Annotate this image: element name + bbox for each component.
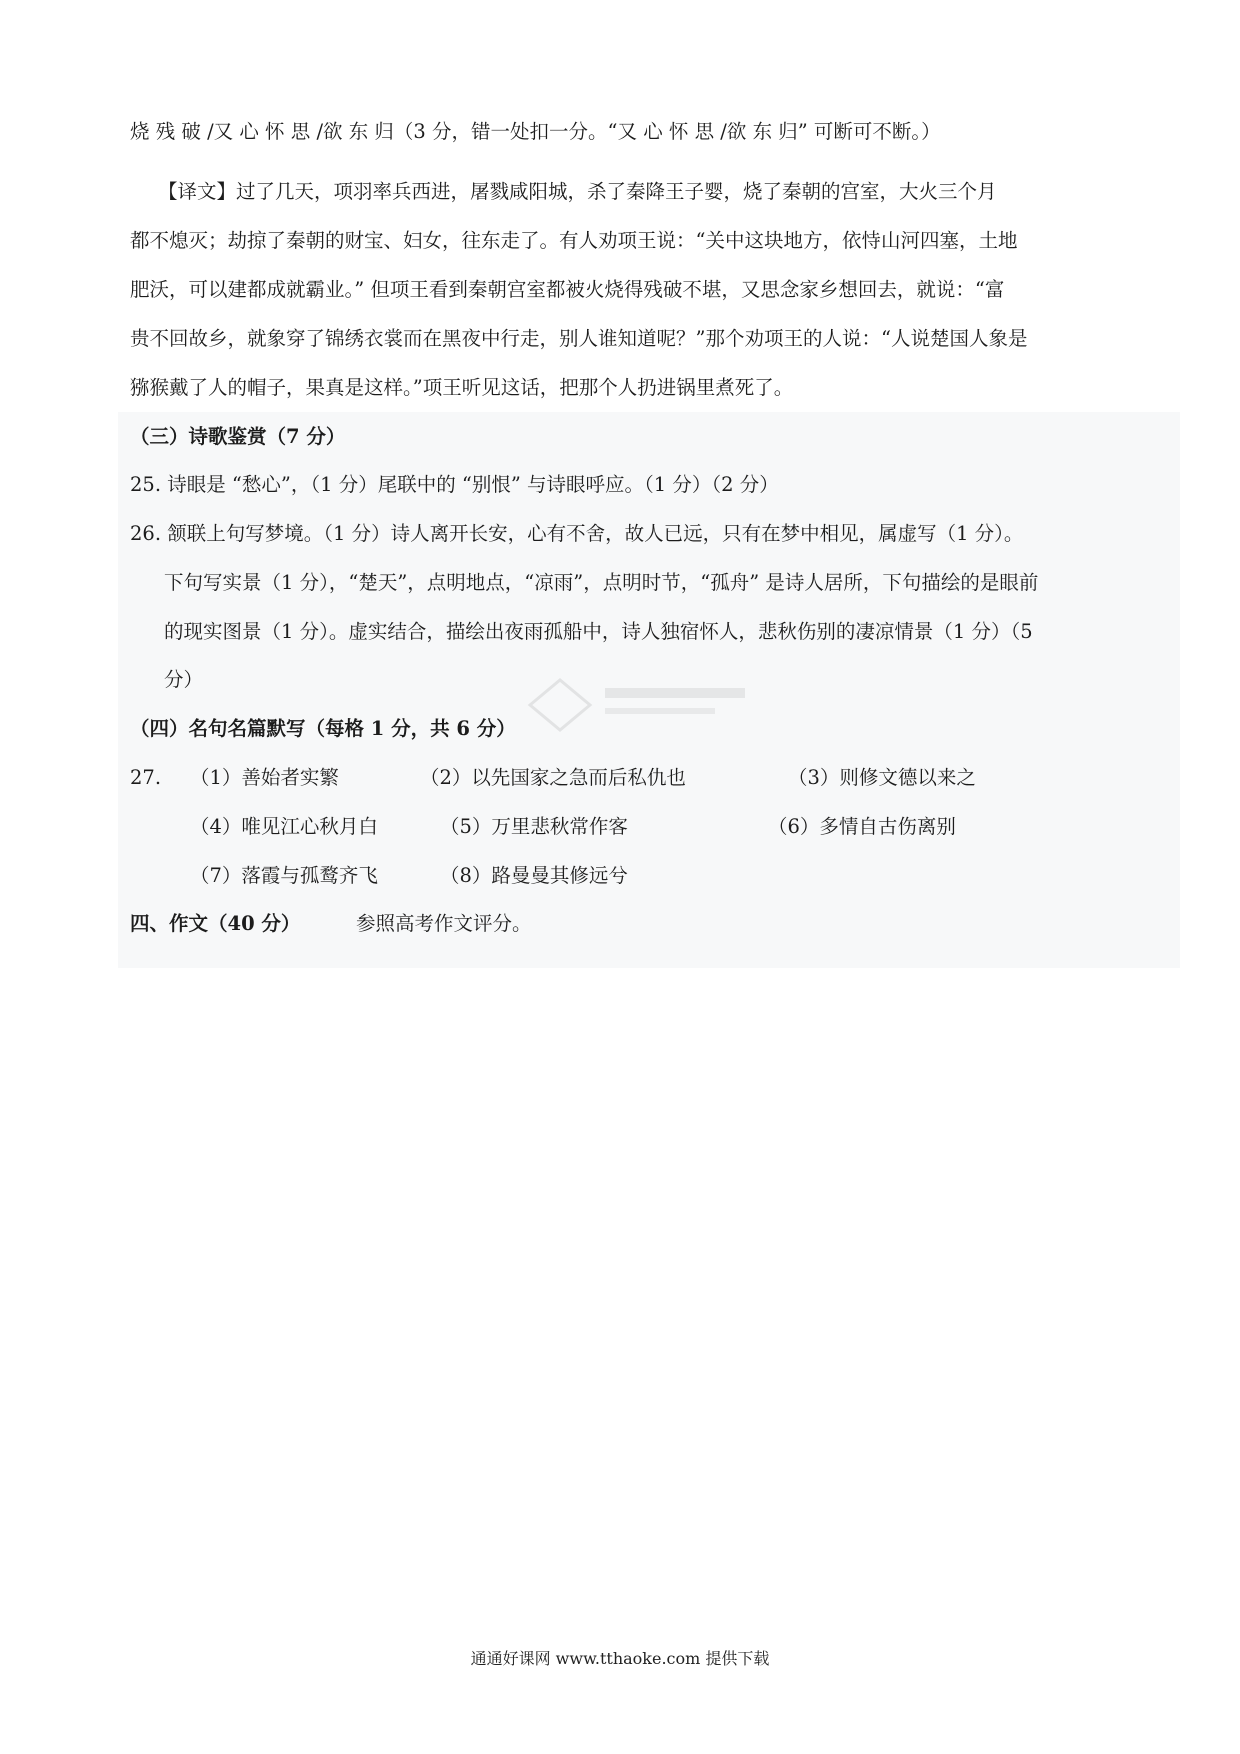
translation-line-2: 都不熄灭；劫掠了秦朝的财宝、妇女，往东走了。有人劝项王说：“关中这块地方，依恃山河四塞，土地 (130, 229, 1018, 252)
translation-line-4: 贵不回故乡，就象穿了锦绣衣裳而在黑夜中行走，别人谁知道呢？”那个劝项王的人说：“人说楚国人象是 (130, 327, 1028, 350)
question-26-line-4: 分） (164, 668, 204, 691)
answer-1: （1）善始者实繁 (190, 766, 339, 789)
section-recitation-heading: （四）名句名篇默写（每格 1 分，共 6 分） (130, 717, 516, 740)
answer-3: （3）则修文德以来之 (788, 766, 976, 789)
answer-4: （4）唯见江心秋月白 (190, 815, 378, 838)
answer-7: （7）落霞与孤鹜齐飞 (190, 864, 378, 887)
answer-5: （5）万里悲秋常作客 (440, 815, 628, 838)
question-27-number: 27. (130, 766, 162, 789)
punctuation-answer: 烧 残 破 /又 心 怀 思 /欲 东 归（3 分，错一处扣一分。“又 心 怀 思 /欲 东 归” 可断可不断。） (130, 120, 941, 143)
page-footer: 通通好课网 www.tthaoke.com 提供下载 (470, 1649, 770, 1668)
section-poetry-heading: （三）诗歌鉴赏（7 分） (130, 425, 346, 448)
essay-scoring-note: 参照高考作文评分。 (356, 912, 532, 935)
translation-line-5: 猕猴戴了人的帽子，果真是这样。”项王听见这话，把那个人扔进锅里煮死了。 (130, 376, 794, 399)
translation-line-3: 肥沃，可以建都成就霸业。” 但项王看到秦朝宫室都被火烧得残破不堪，又思念家乡想回去，就说：“富 (130, 278, 1005, 301)
translation-line-1: 【译文】过了几天，项羽率兵西进，屠戮咸阳城，杀了秦降王子婴，烧了秦朝的宫室，大火三个月 (158, 180, 997, 203)
answer-6: （6）多情自古伤离别 (768, 815, 956, 838)
question-26-line-3: 的现实图景（1 分）。虚实结合，描绘出夜雨孤船中，诗人独宿怀人，悲秋伤别的凄凉情景（1 分）（5 (164, 620, 1033, 643)
question-26-line-1: 26. 颔联上句写梦境。（1 分）诗人离开长安，心有不舍，故人已远，只有在梦中相见，属虚写（1 分）。 (130, 522, 1024, 545)
question-25: 25. 诗眼是 “愁心”，（1 分）尾联中的 “别恨” 与诗眼呼应。（1 分）（2 分） (130, 473, 779, 496)
answer-2: （2）以先国家之急而后私仇也 (420, 766, 686, 789)
answer-8: （8）路曼曼其修远兮 (440, 864, 628, 887)
essay-heading: 四、作文（40 分） (130, 912, 301, 935)
watermark-logo (520, 660, 760, 750)
question-26-line-2: 下句写实景（1 分），“楚天”，点明地点，“凉雨”，点明时节，“孤舟” 是诗人居所，下句描绘的是眼前 (164, 571, 1039, 594)
